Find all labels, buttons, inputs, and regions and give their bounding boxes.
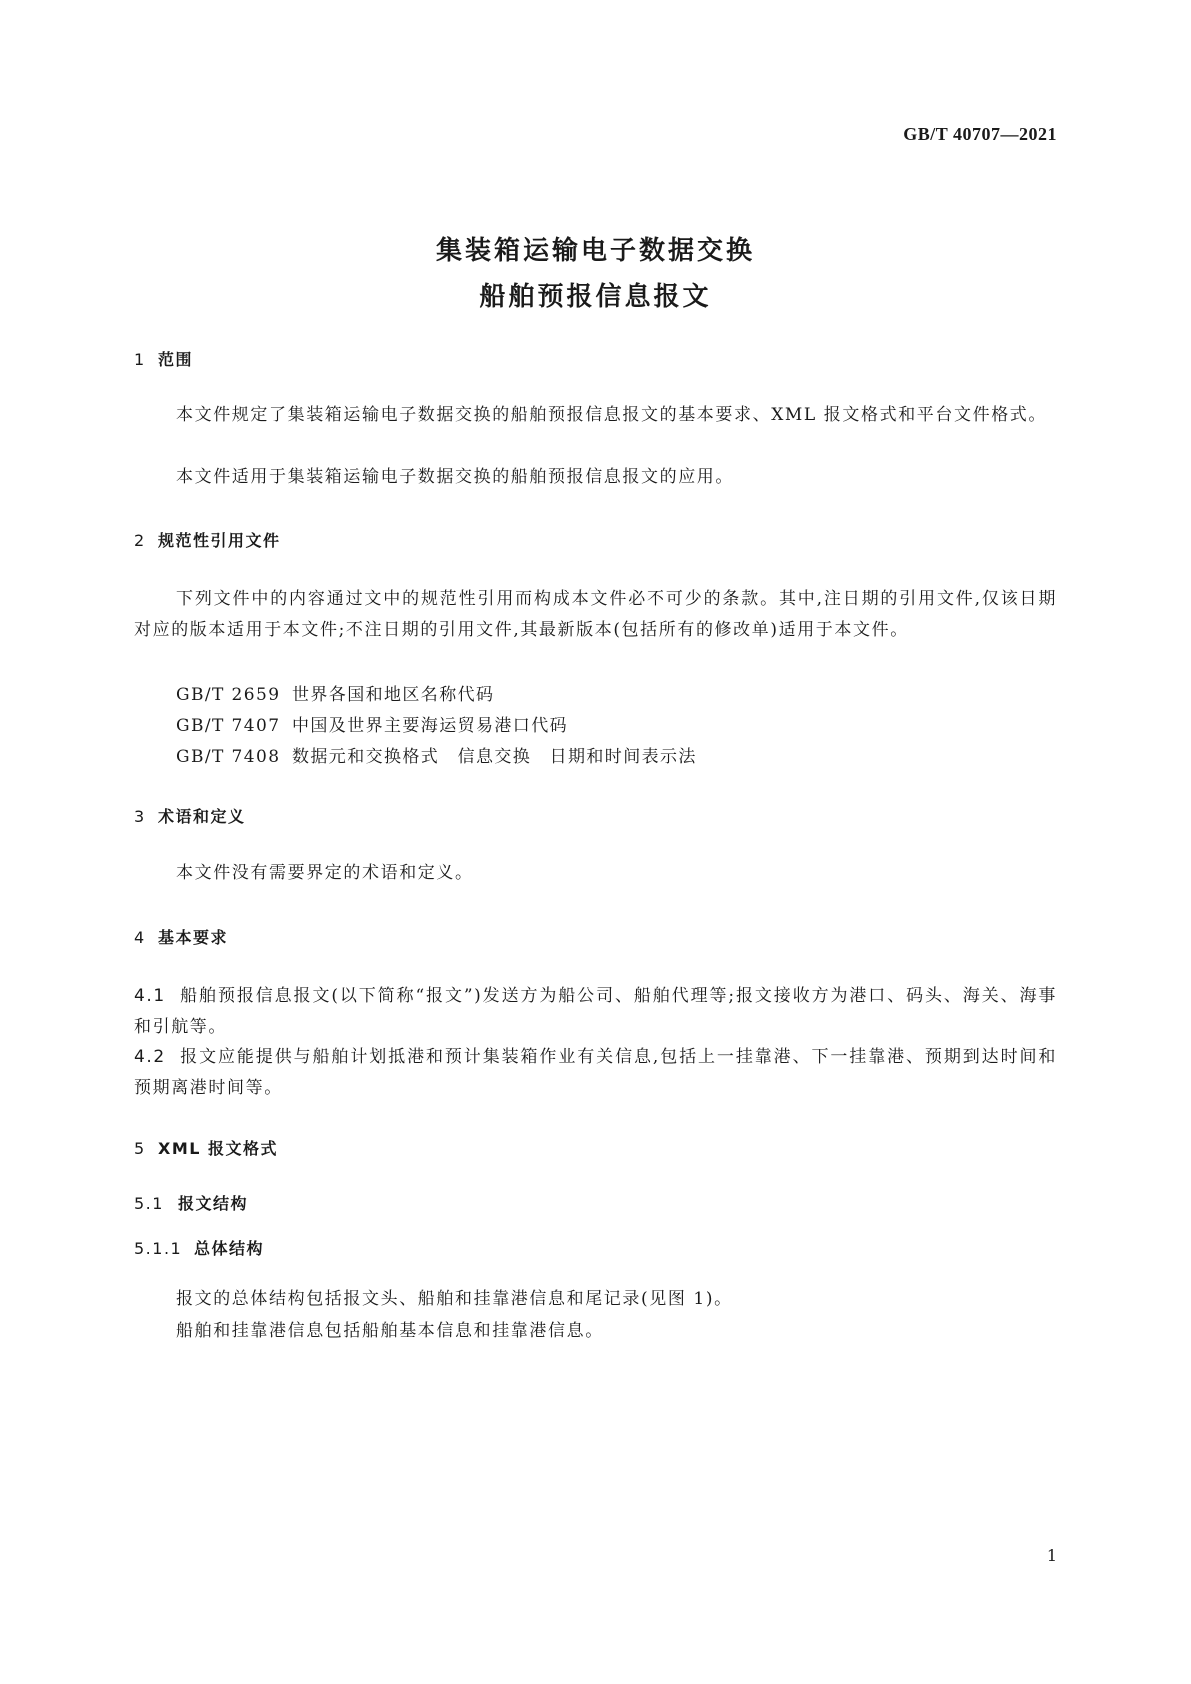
reference-title: 数据元和交换格式 信息交换 日期和时间表示法 (292, 747, 697, 767)
section-3-paragraph-1: 本文件没有需要界定的术语和定义。 (176, 863, 474, 883)
reference-code: GB/T 7408 (176, 747, 281, 767)
section-number: 5.1.1 (134, 1239, 183, 1258)
section-1-paragraph-2: 本文件适用于集装箱运输电子数据交换的船舶预报信息报文的应用。 (176, 467, 734, 487)
section-3-heading (134, 804, 246, 827)
section-title: 报文结构 (178, 1194, 249, 1213)
section-number: 2 (134, 531, 146, 550)
section-5-1-1-paragraph-2: 船舶和挂靠港信息包括船舶基本信息和挂靠港信息。 (176, 1321, 604, 1341)
section-number: 4 (134, 928, 146, 947)
normative-reference (176, 680, 494, 705)
clause-4-1 (134, 981, 1057, 1043)
normative-reference (176, 742, 697, 767)
document-title-line2: 船舶预报信息报文 (479, 282, 712, 312)
reference-code: GB/T 2659 (176, 685, 281, 705)
section-title: 术语和定义 (158, 807, 246, 826)
page-number: 1 (1046, 1546, 1057, 1565)
reference-title: 世界各国和地区名称代码 (292, 685, 495, 705)
clause-4-2 (134, 1042, 1057, 1104)
section-title: XML 报文格式 (158, 1139, 279, 1158)
reference-title: 中国及世界主要海运贸易港口代码 (292, 716, 568, 736)
normative-reference (176, 711, 568, 736)
clause-number: 4.1 (134, 986, 166, 1006)
standard-code: GB/T 40707—2021 (903, 124, 1057, 144)
section-5-1-1-paragraph-1: 报文的总体结构包括报文头、船舶和挂靠港信息和尾记录(见图 1)。 (176, 1289, 733, 1309)
section-2-heading (134, 528, 281, 551)
section-number: 1 (134, 350, 146, 369)
section-1-heading (134, 347, 193, 370)
reference-code: GB/T 7407 (176, 716, 281, 736)
section-5-1-1-heading (134, 1236, 264, 1259)
clause-text: 报文应能提供与船舶计划抵港和预计集装箱作业有关信息,包括上一挂靠港、下一挂靠港、预期到达时间和预期离港时间等。 (134, 1047, 1057, 1098)
clause-number: 4.2 (134, 1047, 166, 1067)
section-2-paragraph-1: 下列文件中的内容通过文中的规范性引用而构成本文件必不可少的条款。其中,注日期的引用文件,仅该日期对应的版本适用于本文件;不注日期的引用文件,其最新版本(包括所有的修改单)适用于本文件。 (134, 589, 1057, 640)
section-5-heading (134, 1136, 278, 1159)
section-5-1-heading (134, 1191, 248, 1214)
section-title: 规范性引用文件 (158, 531, 281, 550)
section-number: 5 (134, 1139, 146, 1158)
section-number: 3 (134, 807, 146, 826)
section-4-heading (134, 925, 228, 948)
section-title: 范围 (158, 350, 194, 369)
document-title-line1: 集装箱运输电子数据交换 (435, 236, 755, 266)
section-title: 基本要求 (158, 928, 229, 947)
section-1-paragraph-1: 本文件规定了集装箱运输电子数据交换的船舶预报信息报文的基本要求、XML 报文格式和平台文件格式。 (176, 405, 1047, 425)
clause-text: 船舶预报信息报文(以下简称“报文”)发送方为船公司、船舶代理等;报文接收方为港口、码头、海关、海事和引航等。 (134, 986, 1057, 1037)
section-title: 总体结构 (194, 1239, 265, 1258)
section-number: 5.1 (134, 1194, 164, 1213)
